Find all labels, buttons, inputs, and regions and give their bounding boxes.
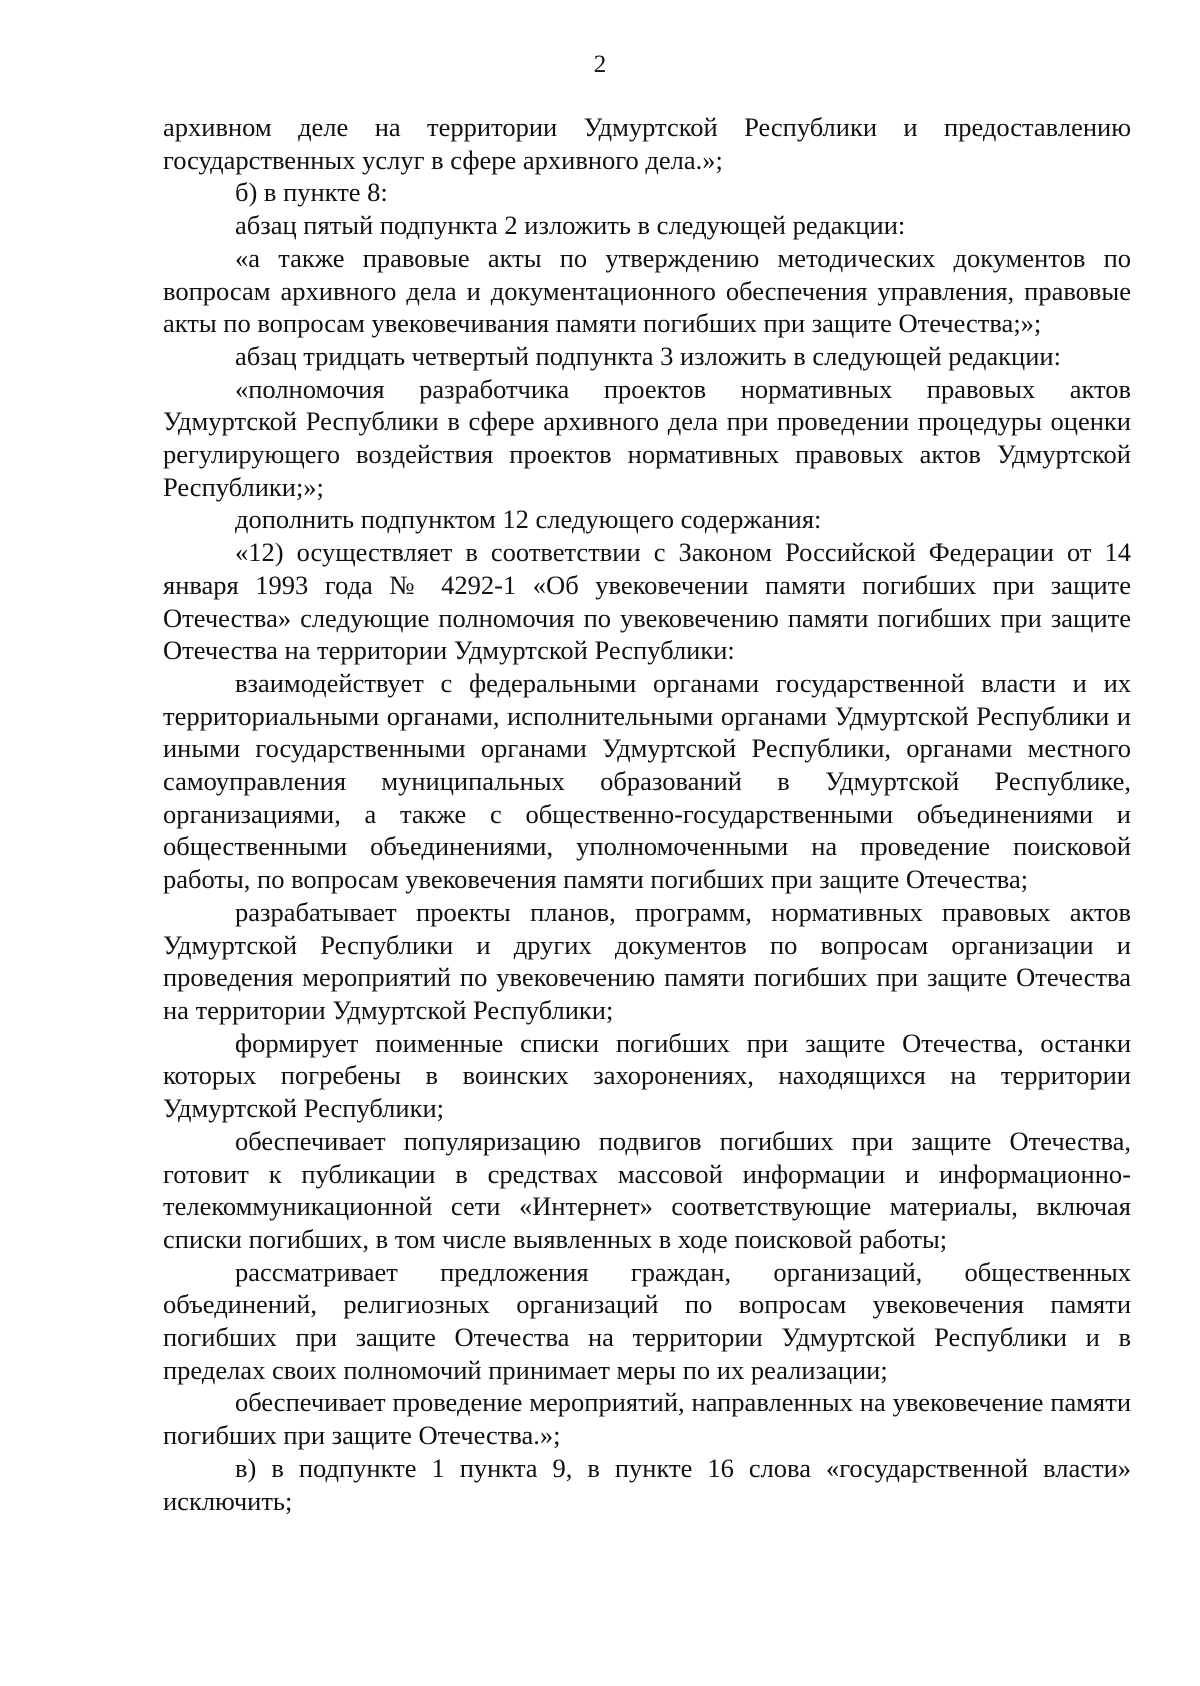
page-number: 2 xyxy=(593,51,607,78)
paragraph: дополнить подпунктом 12 следующего содержания: xyxy=(235,504,822,535)
paragraph: абзац тридцать четвертый подпункта 3 изложить в следующей редакции: xyxy=(235,340,1061,371)
paragraph: архивном деле на территории Удмуртской Республики и предоставлению государственных услуг в сфере архивного дела.»; xyxy=(163,112,1131,175)
paragraph: формирует поименные списки погибших при защите Отечества, останки которых погребены в воинских захоронениях, находящихся на территории Удмуртской Республики; xyxy=(163,1027,1131,1124)
paragraph: «полномочия разработчика проектов нормативных правовых актов Удмуртской Республики в сфере архивного дела при проведении процедуры оценки регулирующего воздействия проектов нормативных правовых актов Удмуртской Республики;»; xyxy=(163,373,1131,502)
paragraph: обеспечивает проведение мероприятий, направленных на увековечение памяти погибших при защите Отечества.»; xyxy=(163,1387,1131,1451)
paragraph: обеспечивает популяризацию подвигов погибших при защите Отечества, готовит к публикации в средствах массовой информации и информационно-телекоммуникационной сети «Интернет» соответствующие материалы, включая списки погибших, в том числе выявленных в ходе поисковой работы; xyxy=(163,1125,1131,1254)
paragraph: рассматривает предложения граждан, организаций, общественных объединений, религиозных организаций по вопросам увековечения памяти погибших при защите Отечества на территории Удмуртской Республики и в пределах своих полномочий принимает меры по их реализации; xyxy=(163,1256,1131,1385)
paragraph: разрабатывает проекты планов, программ, нормативных правовых актов Удмуртской Республики и других документов по вопросам организации и проведения мероприятий по увековечению памяти погибших при защите Отечества на территории Удмуртской Республики; xyxy=(163,896,1131,1025)
paragraph: б) в пункте 8: xyxy=(235,177,388,208)
paragraph: «12) осуществляет в соответствии с Законом Российской Федерации от 14 января 1993 года № 4292-1 «Об увековечении памяти погибших при защите Отечества» следующие полномочия по увековечению памяти погибших при защите Отечества на территории Удмуртской Республики: xyxy=(163,537,1131,666)
document-body xyxy=(163,111,1131,1517)
paragraph: «а также правовые акты по утверждению методических документов по вопросам архивного дела и документационного обеспечения управления, правовые акты по вопросам увековечивания памяти погибших при защите Отечества;»; xyxy=(163,242,1131,339)
paragraph: взаимодействует с федеральными органами государственной власти и их территориальными органами, исполнительными органами Удмуртской Республики и иными государственными органами Удмуртской Республики, органами местного самоуправления муниципальных образований в Удмуртской Республике, организациями, а также с общественно-государственными объединениями и общественными объединениями, уполномоченными на проведение поисковой работы, по вопросам увековечения памяти погибших при защите Отечества; xyxy=(163,667,1131,895)
paragraph: в) в подпункте 1 пункта 9, в пункте 16 слова «государственной власти» исключить; xyxy=(163,1452,1131,1516)
paragraph: абзац пятый подпункта 2 изложить в следующей редакции: xyxy=(235,210,906,241)
